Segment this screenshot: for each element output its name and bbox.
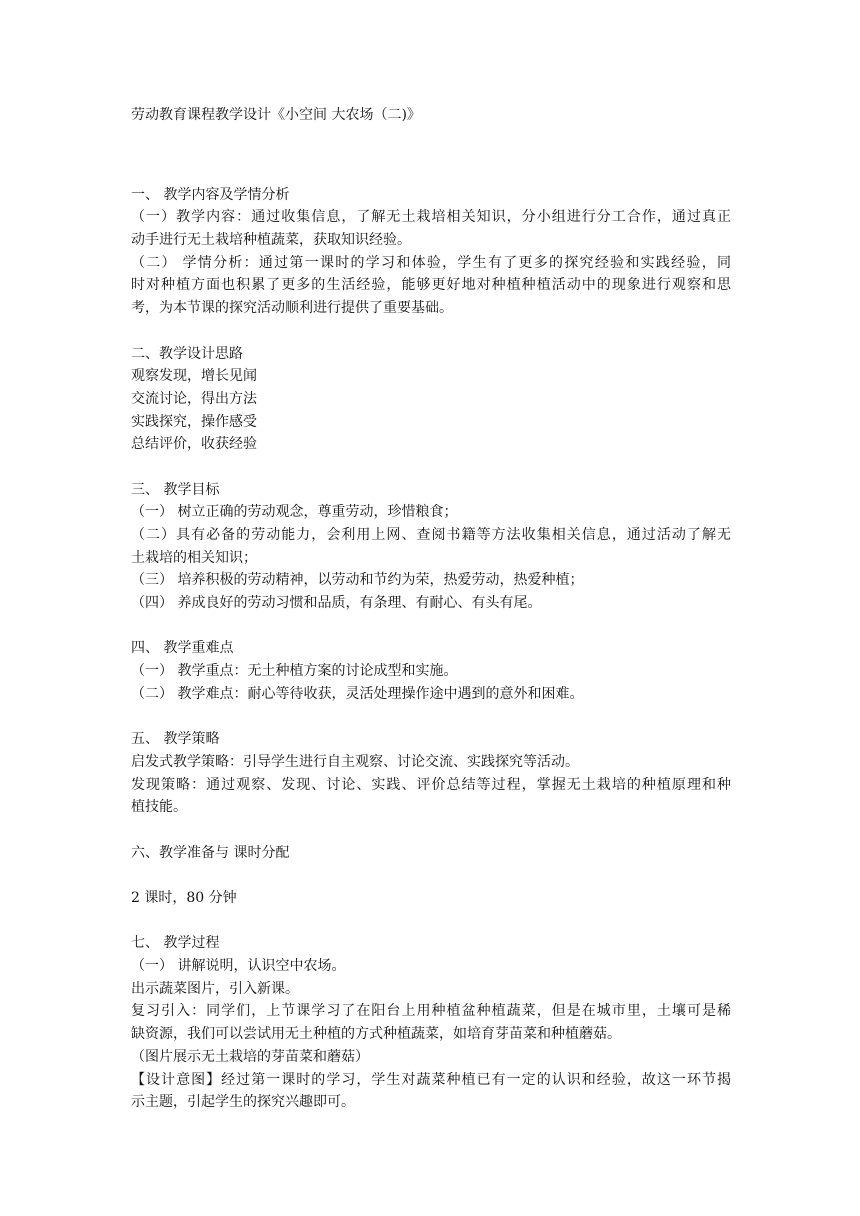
paragraph-line: 土栽培的相关知识； — [131, 549, 257, 566]
spacer — [131, 127, 731, 172]
paragraph-line: （三） 培养积极的劳动精神，以劳动和节约为荣，热爱劳动，热爱种植； — [131, 572, 584, 589]
paragraph-line: （二） 教学难点：耐心等待收获，灵活处理操作途中遇到的意外和困难。 — [131, 685, 584, 702]
paragraph-line: 缺资源，我们可以尝试用无土种植的方式种植蔬菜，如培育芽苗菜和种植蘑菇。 — [131, 1026, 621, 1043]
spacer — [131, 910, 731, 933]
section-2-heading: 二、教学设计思路 — [131, 345, 243, 362]
document-title: 劳动教育课程教学设计《小空间 大农场（二)》 — [131, 107, 421, 123]
paragraph-line: 考，为本节课的探究活动顺利进行提供了重要基础。 — [131, 300, 453, 317]
section-7-heading: 七、 教学过程 — [131, 935, 220, 952]
paragraph-line: （二） 学情分析：通过第一课时的学习和体验，学生有了更多的探究经验和实践经验，同 — [131, 254, 731, 271]
paragraph-line: （二）具有必备的劳动能力，会利用上网、查阅书籍等方法收集相关信息，通过活动了解无 — [131, 527, 731, 543]
paragraph-line: 发现策略：通过观察、发现、讨论、实践、评价总结等过程，掌握无土栽培的种植原理和种 — [131, 776, 731, 793]
section-6-heading: 六、教学准备与 课时分配 — [131, 844, 290, 861]
paragraph-line: （一） 教学重点：无土种植方案的讨论成型和实施。 — [131, 663, 458, 680]
paragraph-line: 时对种植方面也积累了更多的生活经验，能够更好地对种植种植活动中的现象进行观察和思 — [131, 277, 731, 294]
spacer — [131, 172, 731, 184]
paragraph-line: （图片展示无土栽培的芽苗菜和蘑菇） — [131, 1048, 369, 1065]
paragraph-line: （一） 树立正确的劳动观念，尊重劳动，珍惜粮食； — [131, 504, 458, 521]
paragraph-line: 示主题，引起学生的探究兴趣即可。 — [131, 1094, 355, 1111]
section-3-heading: 三、 教学目标 — [131, 481, 220, 498]
spacer — [131, 456, 731, 479]
paragraph-line: 复习引入：同学们，上节课学习了在阳台上用种植盆种植蔬菜，但是在城市里，土壤可是稀 — [131, 1003, 731, 1020]
section-5-heading: 五、 教学策略 — [131, 731, 220, 748]
section-1-heading: 一、 教学内容及学情分析 — [131, 186, 290, 203]
paragraph-line: （四） 养成良好的劳动习惯和品质，有条理、有耐心、有头有尾。 — [131, 595, 542, 612]
spacer — [131, 819, 731, 842]
spacer — [131, 615, 731, 638]
paragraph-line: 启发式教学策略：引导学生进行自主观察、讨论交流、实践探究等活动。 — [131, 753, 579, 770]
section-4-heading: 四、 教学重难点 — [131, 640, 234, 657]
list-item: 观察发现，增长见闻 — [131, 368, 257, 385]
list-item: 交流讨论，得出方法 — [131, 390, 257, 407]
paragraph-line: （一） 讲解说明，认识空中农场。 — [131, 958, 346, 975]
paragraph-line: （一）教学内容：通过收集信息，了解无土栽培相关知识，分小组进行分工合作，通过真正 — [131, 209, 731, 226]
spacer — [131, 320, 731, 343]
list-item: 实践探究，操作感受 — [131, 413, 257, 430]
paragraph-line: 植技能。 — [131, 799, 187, 816]
paragraph-line: 【设计意图】经过第一课时的学习，学生对蔬菜种植已有一定的认识和经验，故这一环节揭 — [131, 1071, 731, 1088]
document-page — [131, 104, 731, 1114]
paragraph-line: 出示蔬菜图片，引入新课。 — [131, 980, 299, 997]
list-item: 总结评价，收获经验 — [131, 436, 257, 453]
paragraph-line: 动手进行无土栽培种植蔬菜，获取知识经验。 — [131, 232, 411, 249]
spacer — [131, 864, 731, 887]
class-time: 2 课时，80 分钟 — [131, 890, 237, 906]
spacer — [131, 706, 731, 729]
